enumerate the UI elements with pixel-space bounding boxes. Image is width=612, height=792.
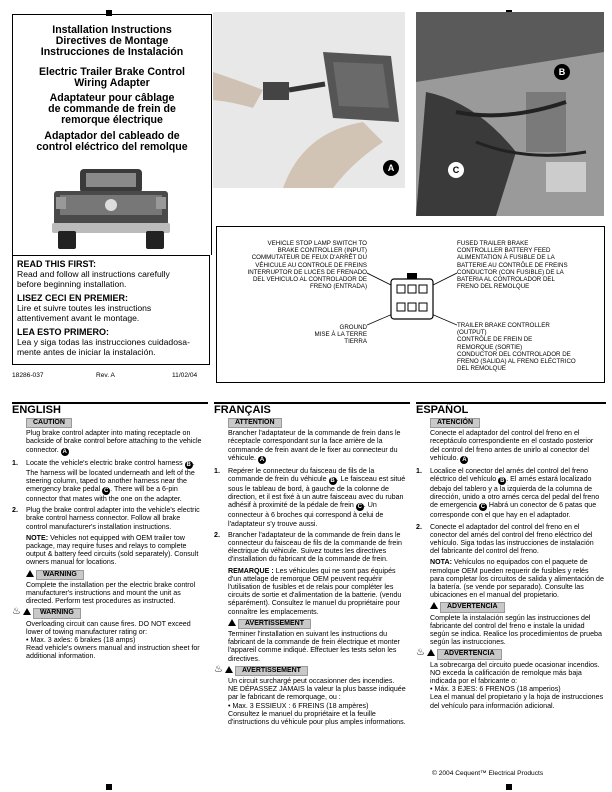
warning-text: Consultez le manuel du propriétaire et la feuille d'instructions du véhicule pour plus amples informations. [228,709,406,727]
caution-text: Plug brake control adapter into mating receptacle on backside of brake control before attaching to the vehicle connector. [26,429,202,454]
read-first-text: Lire et suivre toutes les instructions [17,303,152,313]
diagram-text: ALIMENTATION À FUSIBLE DE LA [457,254,555,262]
diagram-text: BATTERIE AU CONTRÔLE DE FREINS [457,261,568,269]
diagram-text: BATERIA AL CONTROLADOR DEL [457,276,555,284]
diagram-text: FRENO (SALIDA) AL FRENO ELÉCTRICO [457,358,576,366]
diagram-text: INTERRUPTOR DE LUCES DE FRENADO [247,268,367,276]
diagram-text: (OUTPUT) [457,329,487,337]
step-text: Localice el conector del arnés del control del freno eléctrico del vehículo [430,466,589,484]
title-line: Instrucciones de Instalación [40,46,184,59]
diagram-text: CONDUCTOR (CON FUSIBLE) DE LA [457,268,564,276]
read-first-text: mente antes de iniciar la instalación. [17,347,156,357]
photo-label-b: B [558,67,566,77]
callout-c-icon: C [103,488,109,495]
spanish-column [416,418,604,713]
registration-mark [506,784,512,790]
diagram-text: GROUND [339,324,367,331]
diagram-text: BRAKE CONTROLLER (INPUT) [277,247,367,255]
step-1: 1. Locate the vehicle's electric brake control harness B . The harness will be located underneath and left of the steering column, taped to another harness near the emergency brake pedal C . There will be a 6-pin connector that mates with the one on the adapter. [12,458,195,504]
step-text: . There will be a 6-pin connector that mates with the one on the adapter. [26,485,182,504]
diagram-label-output [457,322,605,372]
diagram-text: VÉHICULE AU CONTROLE DE FREINS [255,261,367,269]
fire-icon: ♨ [214,663,223,675]
caution-badge: CAUTION [26,418,72,428]
atencion-badge: ATENCIÓN [430,418,480,428]
callout-a-icon: A [462,456,467,463]
remark-text: Les véhicules qui ne sont pas équipés d'un attelage de remorque OEM peuvent requérir l'utilisation de fusibles et de relais pour compléter les circuits de sortie et d'alimentation de la batterie. (vendu séparément). Consultez le manuel du propriétaire pour connaître les emplacements. [228,566,402,616]
warning-bullet: • Max. 3 ESSIEUX : 6 FREINS (18 ampères) [228,701,369,710]
callout-b-icon: B [186,461,191,468]
step-text: Habrá un conector de 6 patas que corresponde con el que hay en el adaptador. [430,501,597,520]
warning-icon [26,570,34,577]
diagram-label-ground [217,324,367,346]
step-2: 2. Conecte el adaptador del control del freno en el conector del arnés del control del freno eléctrico del vehículo. Siga todas las instrucciones de instalación del fabricante del control del freno. [416,523,604,556]
diagram-label-battery [457,240,605,290]
diagram-text: REMORQUE (SORTIE) [457,343,523,351]
attention-badge: ATTENTION [228,418,282,428]
atencion-text: Conecte el adaptador del control del freno en el receptáculo correspondiente en el costado posterior del control del freno antes de unirlo al conector del vehículo. [430,429,594,462]
step-text: Brancher l'adaptateur de la commande de frein dans le connecteur du faisceau de fils de la commande de frein électrique du véhicule. Suivez toutes les directives d'installation du fabricant de la commande de frein. [228,530,402,564]
warning-text: La sobrecarga del circuito puede ocasionar incendios. NO exceda la calificación de remolque más baja indicada por el fabricante o: [430,660,600,686]
step-2: 2. Plug the brake control adapter into the vehicle's electric brake control harness connector. Follow all brake control manufacturer's installation instructions. [12,506,202,531]
diagram-text: FUSED TRAILER BRAKE [457,240,529,247]
diagram-text: DEL REMOLQUE [457,365,506,373]
warning-icon [225,666,233,673]
connector-icon [367,267,457,337]
warning-icon [23,608,31,615]
truck-illustration [50,165,172,251]
part-number: 18286-037 [12,372,44,379]
title-line: Adaptador del cableado de [44,129,180,142]
photo-label-c: C [452,165,460,175]
nota-label: NOTA: [430,558,452,567]
warning-text: Complete la instalación según las instrucciones del fabricante del control del freno e instale la unidad según se indica. Realice los procedimientos de prueba según las instrucciones. [430,613,602,647]
diagram-text: TIERRA [344,338,367,346]
diagram-text: DEL VEHICULO AL CONTROLADOR DE [252,276,367,284]
step-text: Plug the brake control adapter into the vehicle's electric brake control harness connector. Follow all brake control manufacturer's installation instructions. [26,506,200,531]
nota-text: Vehículos no equipados con el paquete de remolque OEM pueden requerir de fusibles y relés para completar los circuitos de salida y alimentación de la batería. (se vende por separado). Consulte las ubicaciones en el manual del propietario. [430,558,604,600]
diagram-text: FRENO DEL REMOLQUE [457,283,530,291]
fire-icon: ♨ [416,647,425,659]
callout-a-icon: A [259,456,265,463]
read-first-heading: READ THIS FIRST: [17,259,97,269]
callout-a-icon: A [62,448,67,455]
note-text: Vehicles not equipped with OEM trailer tow package, may require fuses and relays to complete output & battery feed circuits (sold separately). Consult owners manual for locations. [26,533,199,567]
read-first-text: Lea y siga todas las instrucciones cuidadosa- [17,337,190,347]
title-line: de commande de frein de [48,103,176,116]
attention-text: Brancher l'adaptateur de la commande de frein dans le réceptacle correspondant sur la face arrière de la commande de frein avant de le fixer au connecteur du véhicule. [228,429,401,462]
diagram-text: TRAILER BRAKE CONTROLLER [457,322,550,329]
diagram-text: FRENO (ENTRADA) [309,283,367,291]
step-text: . Un connecteur à 6 broches qui correspond à celui de l'adaptateur s'y trouve aussi. [228,501,384,528]
title-line: Electric Trailer Brake Control [38,65,185,78]
warning-icon [430,602,438,609]
diagram-label-input [217,240,367,290]
warning-badge: AVERTISSEMENT [235,666,308,676]
title-line: control eléctrico del remolque [36,140,188,153]
title-line: Directives de Montage [55,35,169,48]
step-text: . The harness will be located underneath and left of the steering column, taped to another harness near the emergency brake pedal [26,458,195,494]
step-text: . El arnés estará localizado debajo del tablero y a la izquierda de la columna de dirección, unido a otro arnés cerca del pedal del freno de emergencia [430,475,600,510]
read-first-box [12,255,210,365]
section-title-spanish: ESPAÑOL [416,404,469,416]
diagram-text: CONTROLLLER BATTERY FEED [457,247,551,255]
warning-text: Overloading circuit can cause fires. DO NOT exceed lower of towing manufacturer rating or: [26,619,191,636]
step-text: . Le faisceau est situé sous le tableau de bord, à gauche de la colonne de direction, et il est fixé à un autre faisceau avec du ruban adhésif à proximité de la pédale de frein [228,475,406,510]
copyright: © 2004 Cequent™ Electrical Products [432,770,544,777]
english-column [12,418,202,664]
read-first-text: before beginning installation. [17,279,127,289]
warning-badge: WARNING [33,608,81,618]
step-1: 1. Repérer le connecteur du faisceau de fils de la commande de frein du véhicule B . Le faisceau est situé sous le tableau de bord, à gauche de la colonne de direction, et il est fixé à un autre faisceau avec du ruban adhésif à proximité de la pédale de frein C . Un connecteur à 6 broches qui correspond à celui de l'adaptateur s'y trouve aussi. [214,466,406,528]
section-title-french: FRANÇAIS [214,404,271,416]
wiring-diagram [216,226,605,383]
warning-text: Lea el manual del propietario y la hoja de instrucciones del vehículo para información adicional. [430,693,604,710]
warning-text: Un circuit surchargé peut occasionner des incendies. NE DÉPASSEZ JAMAIS la valeur la plus basse indiquée par le fabricant de remorquage, ou : [228,677,406,702]
step-text: Repérer le connecteur du faisceau de fils de la commande de frein du véhicule [228,466,375,484]
title-line: Wiring Adapter [74,76,150,89]
read-first-heading: LISEZ CECI EN PREMIER: [17,293,129,303]
warning-text: Read vehicle's owners manual and instruction sheet for additional information. [26,644,200,661]
photo-label-a: A [387,163,395,173]
warning-badge: ADVERTENCIA [440,602,505,612]
warning-bullet: • Máx. 3 EJES: 6 FRENOS (18 amperios) [430,685,561,694]
fire-icon: ♨ [12,606,21,618]
title-line: Adaptateur pour câblage [49,92,175,105]
photo-harness [416,12,604,216]
date: 11/02/04 [172,372,198,379]
revision: Rev. A [96,372,115,379]
step-text: Locate the vehicle's electric brake control harness [26,458,183,467]
note-label: NOTE: [26,533,49,542]
title-line: remorque électrique [61,114,163,127]
read-first-text: Read and follow all instructions carefully [17,269,170,279]
warning-text: Terminer l'installation en suivant les instructions du fabricant de la commande de frein électrique et monter l'appareil comme indiqué. Effectuer les tests selon les directives. [228,630,400,663]
step-1: 1. Localice el conector del arnés del control del freno eléctrico del vehículo B . El arnés estará localizado debajo del tablero y a la izquierda de la columna de dirección, unido a otro arnés cerca del pedal del freno de emergencia C Habrá un conector de 6 patas que corresponde con el que hay en el adaptador. [416,466,600,520]
warning-text: Complete the installation per the electric brake control manufacturer's instructions and mount the unit as directed. Perform test procedures as instructed. [26,580,196,606]
read-first-heading: LEA ESTO PRIMERO: [17,327,110,337]
french-column [214,418,406,729]
warning-badge: AVERTISSEMENT [238,619,311,629]
read-first-text: attentivement avant le montage. [17,313,140,323]
diagram-text: COMMUTATEUR DE FEUX D'ARRÊT DU [251,254,367,262]
step-2: 2. Brancher l'adaptateur de la commande de frein dans le connecteur du faisceau de fils de la commande de frein électrique du véhicule. Suivez toutes les directives d'installation du fabricant de la commande de frein. [214,531,406,564]
remark-label: REMARQUE : [228,566,274,575]
diagram-text: VEHICLE STOP LAMP SWITCH TO [267,240,367,247]
warning-bullet: • Max. 3 axles: 6 brakes (18 amps) [26,636,136,645]
warning-badge: WARNING [36,570,84,580]
diagram-text: CONDUCTOR DEL CONTROLADOR DE [457,350,571,358]
warning-icon [228,619,236,626]
diagram-text: MISE À LA TERRE [314,331,367,339]
callout-c-icon: C [480,504,486,511]
step-text: Conecte el adaptador del control del freno en el conector del arnés del control del freno eléctrico del vehículo. Siga todas las instrucciones de instalación del fabricante del control del freno. [430,522,594,556]
callout-b-icon: B [500,478,505,485]
callout-c-icon: C [357,504,362,511]
warning-badge: ADVERTENCIA [437,649,502,659]
photo-adapter [213,12,405,188]
diagram-text: CONTRÔLE DE FREIN DE [457,336,533,344]
title-line: Installation Instructions [52,24,172,36]
callout-b-icon: B [330,478,335,485]
registration-mark [106,784,112,790]
section-title-english: ENGLISH [12,404,61,416]
warning-icon [427,649,435,656]
